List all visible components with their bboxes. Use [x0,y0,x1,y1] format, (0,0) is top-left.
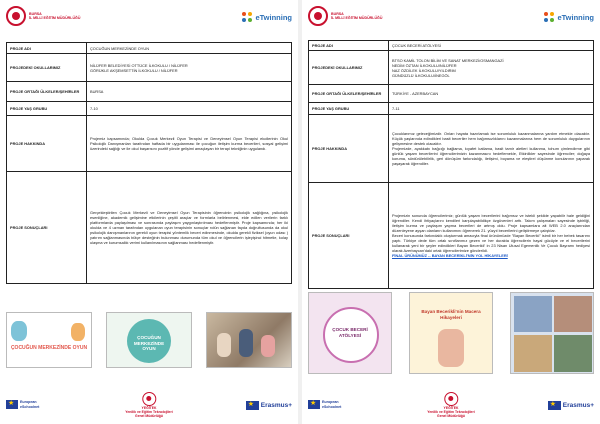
erasmus-text: Erasmus+ [562,402,594,409]
es-line: eSchoolnet [322,404,342,409]
page-footer [308,392,594,418]
eu-flag-icon [246,401,259,410]
classroom-photo [206,312,292,368]
table-row [309,103,594,115]
row-label: PROJE SONUÇLARI [7,172,87,284]
etwinning-logo [544,12,594,23]
image-row [6,312,292,368]
yegitek-logo [427,392,474,418]
yegitek-logo [125,392,172,418]
workshop-poster-image [308,292,392,374]
table-row [7,172,292,284]
image-caption: ÇOCUĞUN MERKEZİNDE OYUN [10,345,88,351]
table-row [7,82,292,102]
etwinning-star-icon [242,12,253,23]
table-row [7,54,292,82]
yegitek-line: Genel Müdürlüğü [437,414,465,418]
table-row [309,115,594,183]
image-caption: ÇOCUĞUN MERKEZİNDE OYUN [133,335,165,352]
row-label: PROJE ORTAĞI ÜLKELER/ŞEHİRLER [7,82,87,102]
image-caption: ÇOCUK BECERİ ATÖLYESİ [332,327,368,338]
yegitek-line: Yenilik ve Eğitim Teknolojileri [125,410,173,414]
project-table [308,40,594,289]
yegitek-line: Genel Müdürlüğü [135,414,163,418]
final-product-link[interactable]: FİNAL ÜRÜNÜMÜZ -- BAYAN BECERİKLİ'NİN YOL HİKAYELERİ [392,253,508,258]
row-value: ÇOCUK BECERİ ATÖLYESİ [389,41,594,51]
row-label: PROJE HAKKINDA [309,115,389,183]
european-schoolnet-logo [6,400,39,409]
meb-seal-icon [6,6,26,26]
yegitek-seal-icon [142,392,156,406]
row-value: 7-11 [389,103,594,115]
row-label: PROJE ADI [309,41,389,51]
project-table [6,42,292,284]
yegitek-line: Yenilik ve Eğitim Teknolojileri [427,410,475,414]
page-header [308,6,594,34]
table-row [309,51,594,85]
row-value: Projemizin sonunda öğrencilerimiz; günlük yaşam becerilerini bağımsız ve istekli şekilde yapabilir hale geldiğini öğrendiler. Kendi ihtiyaçlarını kendileri karşılayabildikçe özgüvenleri arttı. Takım çalışmaları sayesinde işbirliği, iletişim kurma ve paylaşım yapma becerileri de artmış oldu. Proje kapsamlara ait WEB 2.0 araçlarından düzenleyene ayşan olanların kullanımını öğrenerek 21. yüzyıl becerilerini geliştirmeye çalıştılar. Beceri konusunda farkındalık oluşturmak amacıyla final ürünümüzde "Bayan Beceriki" isimli bir her bebek tasarımı yaptı. Türkiye dede tüm ortak sınıflarımız gezen ve her durakta öğrencilerin hayal gücüyle ve el becerilerini kullanarak yeni bir şeyler edindikleri Bayan Becerikli' in 23 Nisan Ulusal Egemenlik Ve Çocuk Bayramı hediyesi olarak Azerbaycan'daki ortak öğrencilerimize gönderildi. FİNAL ÜRÜNÜMÜZ -- BAYAN BECERİKLİ'NİN YOL HİKAYELERİ [389,183,594,289]
project-logo-image [6,312,92,368]
meb-logo [308,6,383,26]
row-value: TÜRKİYE - AZERBAYCAN [389,85,594,103]
row-value: BURSA [87,82,292,102]
table-row [7,116,292,172]
row-value: Projemiz kapsamında; Okulda Çocuk Merkezli Oyun Terapisi ve Deneyimsel Oyun Terapisi ekollerinin Okul Psikolojik Danışmanları tarafından haftada bir uygulanması ile çocuğun iletişim kurma becerileri, sosyal gelişimi üzerindeki sağlığı ve ile okul başarısını pozitif yönde gelişimi amaçlayan bir terapi tekniğinin uygulandı. [87,116,292,172]
row-value: BTSO KAMİL TOLON BİLİM VE SANAT MERKEZİ/OSMANGAZİ NEDİM ÖZTAN İLKOKULU/NİLÜFER NAZ ÖZDİLEK İLKOKULU/YILDIRIM GÜNDÜZLÜ İLKOKULU/İNEGÖL [389,51,594,85]
image-row [308,292,594,374]
table-row [309,183,594,289]
row-value: Çocuklarımız geleceğimizdir. Onları hayata hazırlamak ise sorumluluk kazanmalarına yardım etmekle olacaktır. Küçük yaşlarında edindikleri basit beceriler hem bağımsızlıklarını kazanmalarına hem de sorumluluk duygularının gelişmesine destek olacaktır. Projemizde, ayakkabı bağcığı bağlama, kıyafet katlama, basit tamir aletleri kullanma, tohum çimlendirme gibi günlük yaşam becerilerini öğrencilerimizin kazanmasını hedeflemekle, Etkinlikler sayesinde öğrenciler; doğaya koruma, sürdürülebilirlik, geri dönüşüm farkındalığı, iletişimi, boyama ve eleştirel düşünme konularının yaparak yaşayarak öğrendiler. [389,115,594,183]
project-logo-image [106,312,192,368]
row-label: PROJE ADI [7,43,87,54]
meb-line: BURSA [331,11,344,16]
page-footer [6,392,292,418]
yegitek-seal-icon [444,392,458,406]
meb-line: İL MİLLİ EĞİTİM MÜDÜRLÜĞÜ [29,16,81,20]
story-poster-image [409,292,493,374]
meb-line: BURSA [29,11,42,16]
row-label: PROJE SONUÇLARI [309,183,389,289]
eu-flag-icon [548,401,561,410]
table-row [309,41,594,51]
row-label: PROJE YAŞ GRUBU [7,102,87,116]
image-caption: Bayan Becerikli'nin Macera Hikayeleri [421,309,481,320]
erasmus-text: Erasmus+ [260,402,292,409]
page-header [6,6,292,34]
etwinning-star-icon [544,12,555,23]
meb-line: İL MİLLİ EĞİTİM MÜDÜRLÜĞÜ [331,16,383,20]
row-label: PROJEDEKİ OKULLARIMIZ [7,54,87,82]
row-label: PROJE HAKKINDA [7,116,87,172]
left-page [0,0,298,424]
meb-seal-icon [308,6,328,26]
row-value: ÇOCUĞUN MERKEZİNDE OYUN [87,43,292,54]
table-row [309,85,594,103]
row-label: PROJE YAŞ GRUBU [309,103,389,115]
etwinning-logo [242,12,292,23]
eu-flag-icon [6,400,18,409]
erasmus-logo [246,401,292,410]
yegitek-line: YEĞİTEK [443,406,459,410]
right-page [302,0,600,424]
es-line: European [322,400,339,405]
row-label: PROJE ORTAĞI ÜLKELER/ŞEHİRLER [309,85,389,103]
row-value: Gerçekleştirilen Çocuk Merkezli ve Deneyimsel Oyun Terapisinin öğrencinin psikolojik sağlığına, psikolojik esenliğine, akademik gelişimine etkilerinin çeşitli araçlar ve formlarla belirlenmesi, elde edilen verilerin farklı platformlarda paylaşılması ve sonrasında paylaşım yaygınlaştırılması hedeflenmiştir. Proje kapsamında; her iki okulda ve 4 uzman tarafından uygulanan oyun terapisinin sonuçlar rolün sağlanan fayda doğrultusunda da okul psikolojik danışmanlarının gerekli oyun terapisi yöntemlik beceri edinmesinde, okulda gerekli fiziksel (oyun odası ) yatırım sağlanmasında bütçe desteğinin bulunması durumunda tüm okul ve öğrencilerin işleyişinci hitmetle, kolay ulaşma ve kurumsallık verimi kullanılmasının sağlanması hedeflenmiştir. [87,172,292,284]
row-value: NİLÜFER BELEDİYESİ OTTÜCE İLKOKULU / NİLÜFER GÖRÜKLE AKŞEMSETTİN İLKOKULU / NİLÜFER [87,54,292,82]
eu-flag-icon [308,400,320,409]
photo-collage-image [510,292,594,374]
meb-logo [6,6,81,26]
erasmus-logo [548,401,594,410]
etwinning-text: eTwinning [255,13,292,22]
european-schoolnet-logo [308,400,341,409]
yegitek-line: YEĞİTEK [141,406,157,410]
row-label: PROJEDEKİ OKULLARIMIZ [309,51,389,85]
es-line: European [20,400,37,405]
table-row [7,102,292,116]
row-value: 7-10 [87,102,292,116]
es-line: eSchoolnet [20,404,40,409]
etwinning-text: eTwinning [557,13,594,22]
table-row [7,43,292,54]
